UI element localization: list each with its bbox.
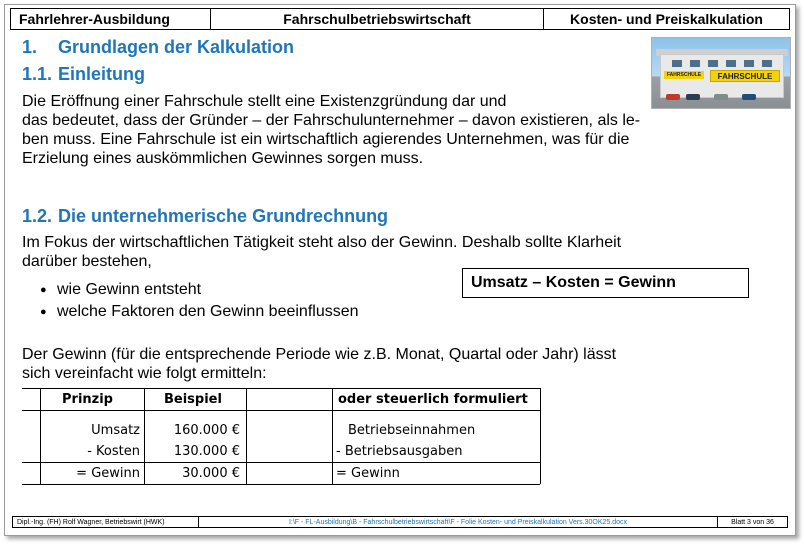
section-1-title: Grundlagen der Kalkulation	[58, 37, 295, 57]
table-col-divider	[246, 388, 247, 484]
text-line: ben muss. Eine Fahrschule ist ein wirtschaftlich agierendes Unternehmen, was für die	[22, 131, 630, 148]
window	[690, 60, 700, 67]
header-topic: Kosten- und Preiskalkulation	[570, 11, 763, 27]
beispiel-cell: 160.000 €	[173, 423, 240, 438]
footer-author: Dipl.-Ing. (FH) Rolf Wagner, Betriebswirt (HWK)	[13, 517, 199, 527]
footer-file-path: I:\F - FL-Ausbildung\B - Fahrschulbetriebswirtschaft\F - Folie Kosten- und Preiskalkulation Vers.30OK25.docx	[288, 518, 628, 526]
text-line: Erzielung eines auskömmlichen Gewinnes sorgen muss.	[22, 150, 424, 167]
window	[708, 60, 718, 67]
steuerlich-cell: - Betriebsausgaben	[336, 444, 463, 459]
small-school-sign: FAHRSCHULE	[664, 71, 704, 79]
table-col-divider	[332, 388, 333, 484]
header-prinzip: Prinzip	[62, 392, 113, 407]
beispiel-cell: 130.000 €	[173, 444, 240, 459]
text-line: Der Gewinn (für die entsprechende Periode wie z.B. Monat, Quartal oder Jahr) lässt	[22, 346, 617, 363]
section-1-2-number: 1.2.	[22, 206, 53, 226]
window	[726, 60, 736, 67]
steuerlich-cell: = Gewinn	[336, 466, 400, 481]
header-steuerlich: oder steuerlich formuliert	[338, 392, 528, 407]
school-sign: FAHRSCHULE	[710, 70, 780, 82]
prinzip-cell: Umsatz	[91, 423, 140, 438]
table-border-bottom	[22, 484, 540, 485]
prinzip-cell: = Gewinn	[76, 466, 140, 481]
text-line: sich vereinfacht wie folgt ermitteln:	[22, 365, 267, 382]
car	[742, 94, 756, 100]
header-beispiel: Beispiel	[164, 392, 222, 407]
bullet-item: ● welche Faktoren den Gewinn beeinflussen	[40, 301, 359, 323]
driving-school-photo	[651, 37, 791, 109]
section-1-1-number: 1.1.	[22, 64, 53, 84]
focus-paragraph	[22, 233, 621, 271]
page-footer	[12, 516, 788, 528]
window	[672, 60, 682, 67]
section-1-heading	[22, 37, 294, 58]
car	[686, 94, 700, 100]
text-line: das bedeutet, dass der Gründer – der Fahrschulunternehmer – davon existieren, als le-	[22, 112, 641, 129]
window	[744, 60, 754, 67]
section-1-1-title: Einleitung	[58, 64, 145, 84]
table-header-divider	[22, 410, 540, 411]
bullet-list	[40, 279, 359, 323]
section-1-1-heading	[22, 64, 145, 85]
page-header	[10, 8, 790, 30]
car	[714, 94, 728, 100]
window	[762, 60, 772, 67]
bullet-item: ● wie Gewinn entsteht	[40, 279, 359, 301]
prinzip-cell: - Kosten	[87, 444, 140, 459]
header-course: Fahrlehrer-Ausbildung	[11, 9, 211, 29]
intro-paragraph	[22, 92, 640, 168]
text-line: darüber bestehen,	[22, 253, 152, 270]
formula-box: Umsatz – Kosten = Gewinn	[462, 268, 749, 298]
steuerlich-cell: Betriebseinnahmen	[348, 423, 476, 438]
text-line: Die Eröffnung einer Fahrschule stellt eine Existenzgründung dar und	[22, 93, 507, 110]
beispiel-cell: 30.000 €	[182, 466, 240, 481]
car	[666, 94, 680, 100]
section-1-2-title: Die unternehmerische Grundrechnung	[58, 206, 389, 226]
table-border-right	[540, 388, 541, 484]
header-subject: Fahrschulbetriebswirtschaft	[211, 9, 544, 29]
section-1-number: 1.	[22, 37, 38, 57]
text-line: Im Fokus der wirtschaftlichen Tätigkeit steht also der Gewinn. Deshalb sollte Klarheit	[22, 234, 622, 251]
footer-page-number: Blatt 3 von 36	[717, 517, 787, 527]
section-1-2-heading	[22, 206, 388, 227]
profit-paragraph	[22, 345, 616, 383]
